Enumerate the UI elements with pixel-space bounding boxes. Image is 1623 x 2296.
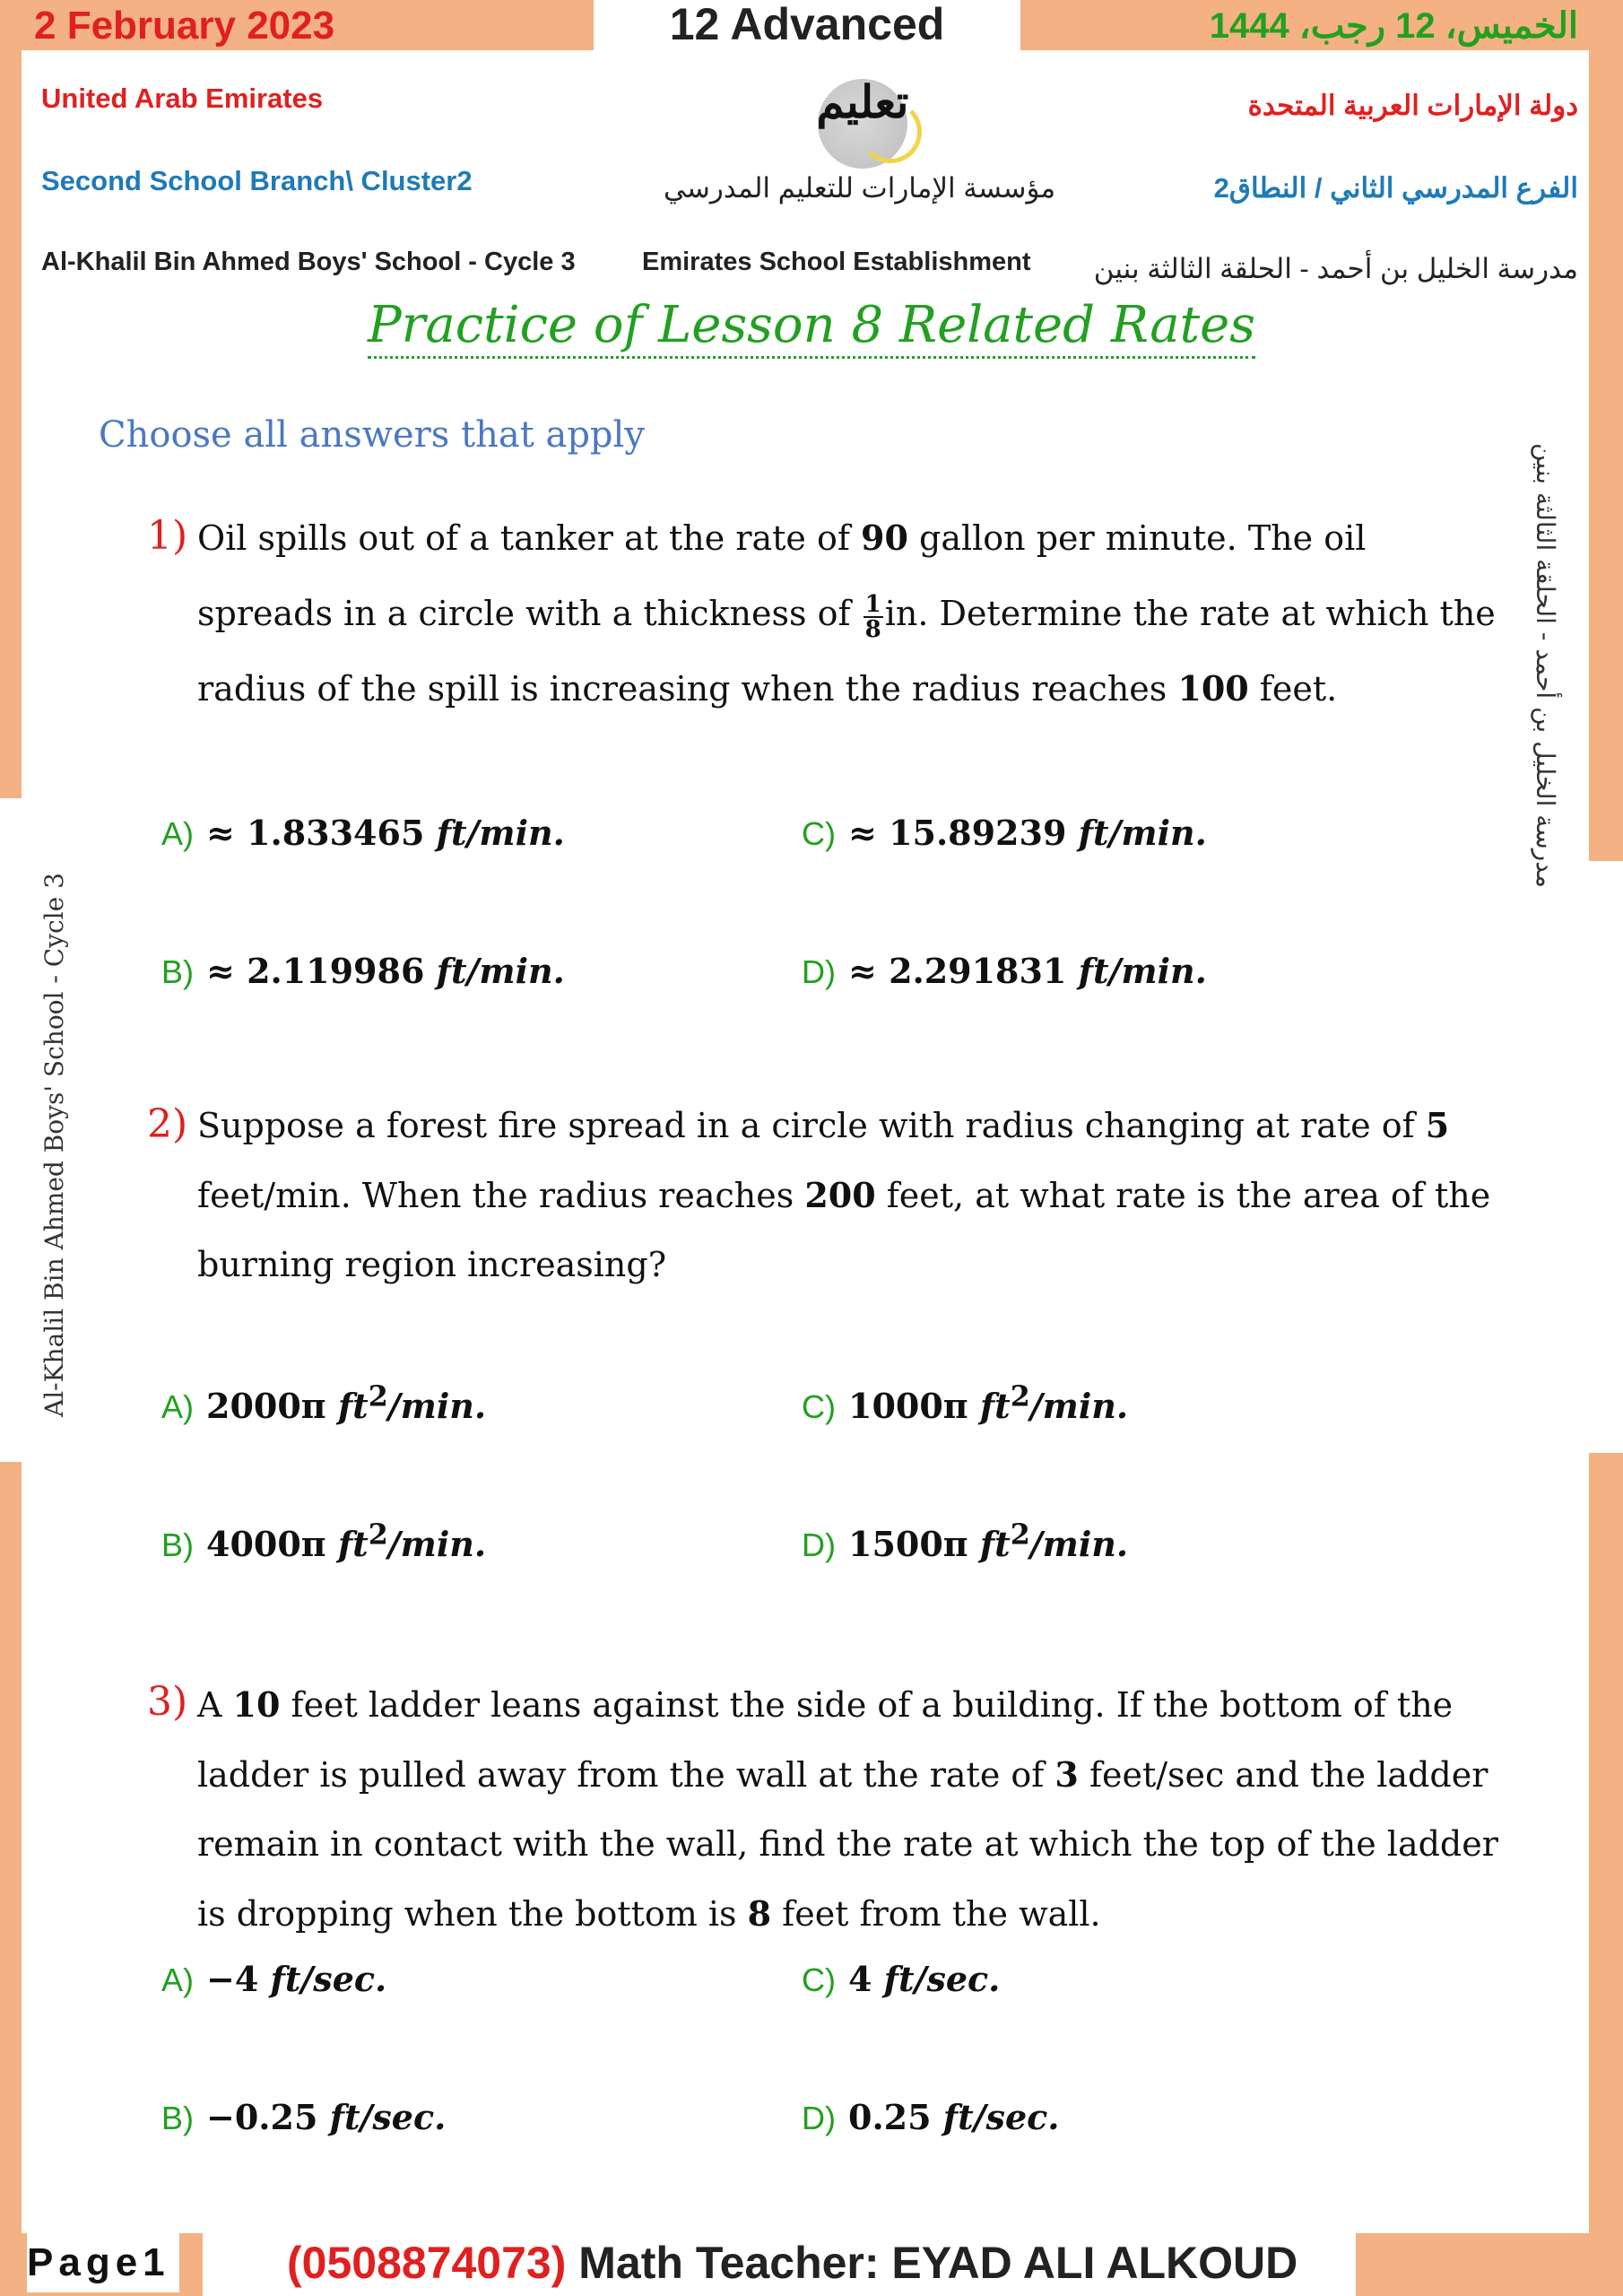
question-2-number: 2) [147,1101,188,1147]
branch-english: Second School Branch\ Cluster2 [41,165,473,196]
country-arabic: دولة الإمارات العربية المتحدة [1247,90,1578,121]
question-1-number: 1) [147,513,188,559]
lesson-title [0,296,1623,354]
q3-option-c[interactable]: C) 4 ft/sec. [802,1959,1001,1999]
q1-option-b[interactable]: B) ≈ 2.119986 ft/min. [161,951,565,991]
school-arabic: مدرسة الخليل بن أحمد - الحلقة الثالثة بنين [1093,253,1578,284]
question-3-text [197,1670,1560,1949]
q3-option-a[interactable]: A) −4 ft/sec. [161,1959,387,1999]
question-3-number: 3) [147,1679,188,1725]
q2-option-b[interactable]: B) 4000π $ft^2/\min$. [161,1518,487,1564]
course-title: 12 Advanced [594,0,1020,50]
establishment-arabic: مؤسسة الإمارات للتعليم المدرسي [664,172,1056,204]
question-1-line-2: spreads in a circle with a thickness of $\frac{1}{8}$ in. Determine the rate at which the [197,590,1496,643]
question-3-line-4: is dropping when the bottom is 8 feet from the wall. [197,1893,1101,1934]
question-1-text [197,500,1542,726]
teacher-phone: (0508874073) [287,2238,567,2288]
footer-teacher [287,2237,1298,2289]
side-gap-left [0,798,36,1462]
q1-option-d[interactable]: D) ≈ 2.291831 ft/min. [802,951,1207,991]
question-2-line-1: Suppose a forest fire spread in a circle with radius changing at rate of 5 [197,1105,1450,1145]
country-english: United Arab Emirates [41,83,324,114]
side-school-arabic: مدرسة الخليل بن أحمد - الحلقة الثالثة بنين [1531,443,1560,888]
q1-option-c[interactable]: C) ≈ 15.89239 ft/min. [802,813,1207,853]
q3-option-d[interactable]: D) 0.25 ft/sec. [802,2097,1060,2137]
q1-option-a[interactable]: A) ≈ 1.833465 ft/min. [161,813,565,853]
branch-arabic: الفرع المدرسي الثاني / النطاق2 [1213,172,1578,204]
question-1-line-1: Oil spills out of a tanker at the rate of 90 gallon per minute. The oil [197,517,1367,558]
side-gap-right [1569,861,1623,1453]
school-english: Al-Khalil Bin Ahmed Boys' School - Cycle 3 [41,248,576,276]
question-2-text [197,1091,1542,1300]
q3-option-b[interactable]: B) −0.25 ft/sec. [161,2097,447,2137]
date-english: 2 February 2023 [34,4,335,48]
q2-option-c[interactable]: C) 1000π $ft^2/\min$. [802,1379,1129,1426]
question-2-line-3: burning region increasing? [197,1245,667,1284]
question-3-line-2: ladder is pulled away from the wall at the rate of 3 feet/sec and the ladder [197,1754,1488,1795]
question-3-line-1: A 10 feet ladder leans against the side of a building. If the bottom of the [197,1684,1454,1725]
instruction-text: Choose all answers that apply [99,414,645,456]
page-number: Page1 [27,2233,179,2292]
question-3-line-3: remain in contact with the wall, find the rate at which the top of the ladder [197,1824,1498,1864]
q2-option-a[interactable]: A) 2000π $ft^2/\min$. [161,1379,487,1426]
side-school-english: Al-Khalil Bin Ahmed Boys' School - Cycle 3 [39,873,69,1417]
lesson-title-text: Practice of Lesson 8 Related Rates [368,296,1255,359]
question-2-line-2: feet/min. When the radius reaches 200 feet, at what rate is the area of the [197,1175,1491,1215]
establishment-english: Emirates School Establishment [642,248,1031,276]
logo-wordmark: تعليم [816,75,909,128]
fraction-one-eighth: $\frac{1}{8}$ [864,590,881,643]
question-1-line-3: radius of the spill is increasing when the radius reaches 100 feet. [197,668,1338,709]
teacher-name: Math Teacher: EYAD ALI ALKOUD [566,2238,1298,2288]
q2-option-d[interactable]: D) 1500π $ft^2/\min$. [802,1518,1129,1564]
date-arabic: الخميس، 12 رجب، 1444 [1209,6,1578,46]
